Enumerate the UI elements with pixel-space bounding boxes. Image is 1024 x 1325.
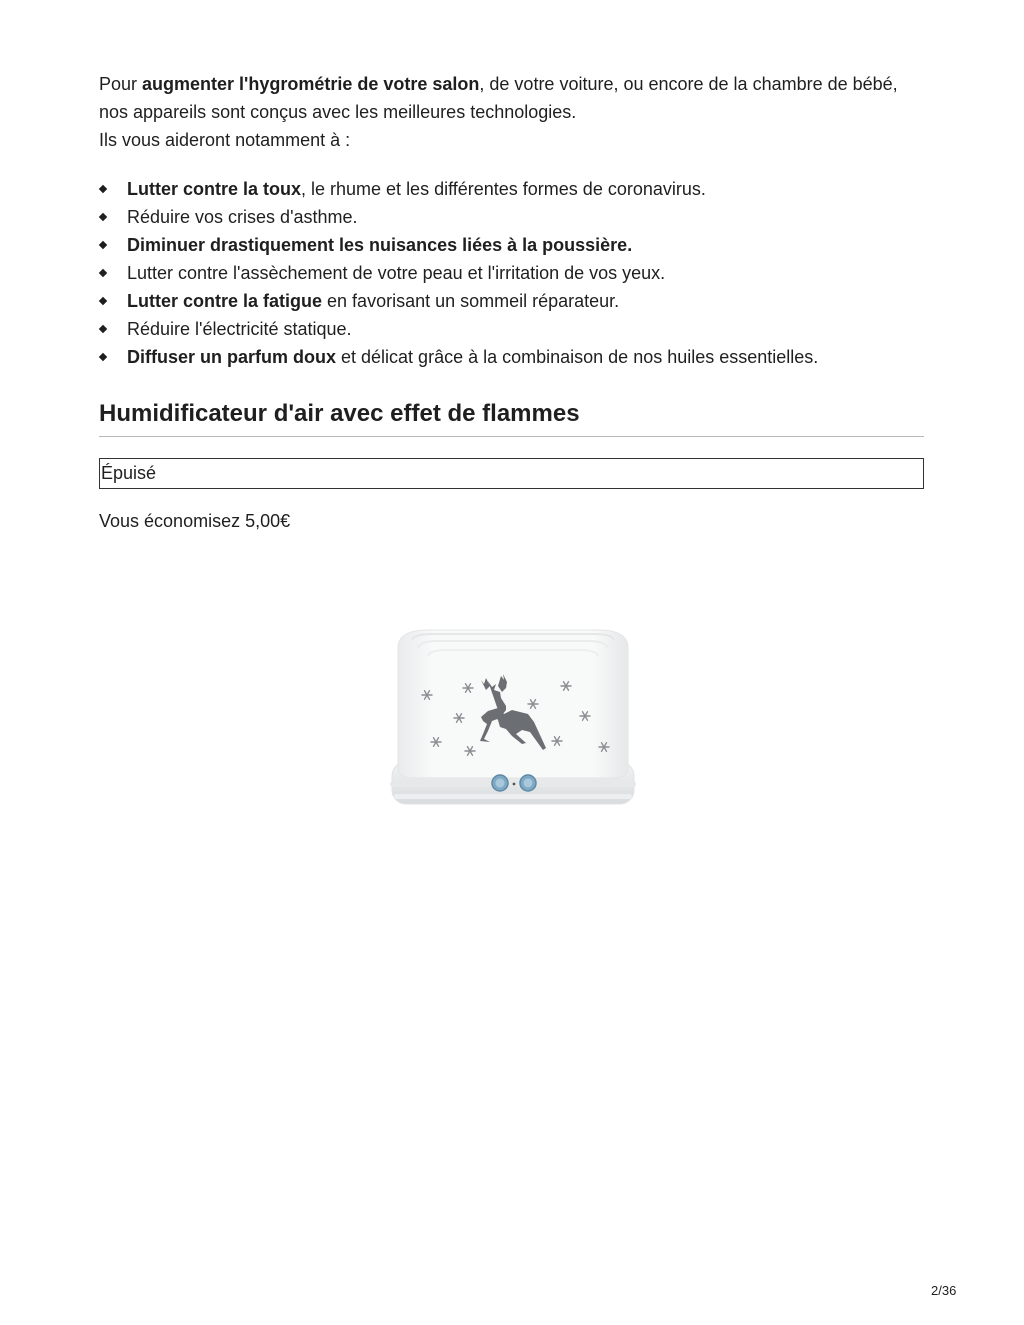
intro-bold: augmenter l'hygrométrie de votre salon (142, 74, 480, 94)
intro-paragraph (99, 70, 929, 154)
list-item-text: Lutter contre l'assèchement de votre peau et l'irritation de vos yeux. (127, 263, 666, 283)
bullet-icon (99, 241, 107, 249)
list-item (99, 343, 939, 371)
list-item-bold: Diminuer drastiquement les nuisances liées à la poussière. (127, 235, 633, 255)
stock-status: Épuisé (101, 463, 157, 483)
list-item (99, 315, 939, 343)
title-divider (99, 436, 924, 437)
bullet-icon (99, 269, 107, 277)
bullet-icon (99, 353, 107, 361)
stock-status-box (99, 458, 924, 489)
list-item-text: Réduire vos crises d'asthme. (127, 207, 358, 227)
list-item-text: , le rhume et les différentes formes de coronavirus. (301, 179, 706, 199)
bullet-icon (99, 325, 107, 333)
intro-line3: Ils vous aideront notamment à : (99, 130, 351, 150)
list-item-bold: Lutter contre la fatigue (127, 291, 323, 311)
bullet-icon (99, 185, 107, 193)
bullet-icon (99, 213, 107, 221)
benefits-list (99, 175, 939, 371)
list-item-bold: Lutter contre la toux (127, 179, 302, 199)
intro-prefix: Pour (99, 74, 143, 94)
list-item (99, 203, 939, 231)
product-title: Humidificateur d'air avec effet de flammes (99, 400, 580, 427)
list-item (99, 175, 939, 203)
savings-text: Vous économisez 5,00€ (99, 511, 291, 531)
list-item-text: Réduire l'électricité statique. (127, 319, 352, 339)
page-number: 2/36 (931, 1283, 957, 1298)
list-item (99, 231, 939, 259)
product-image (388, 626, 638, 812)
list-item-text: en favorisant un sommeil réparateur. (322, 291, 620, 311)
list-item (99, 287, 939, 315)
list-item-bold: Diffuser un parfum doux (127, 347, 337, 367)
list-item (99, 259, 939, 287)
bullet-icon (99, 297, 107, 305)
intro-rest: , de votre voiture, ou encore de la chambre de bébé, nos appareils sont conçus avec les meilleures technologies. (99, 74, 898, 122)
list-item-text: et délicat grâce à la combinaison de nos huiles essentielles. (336, 347, 819, 367)
